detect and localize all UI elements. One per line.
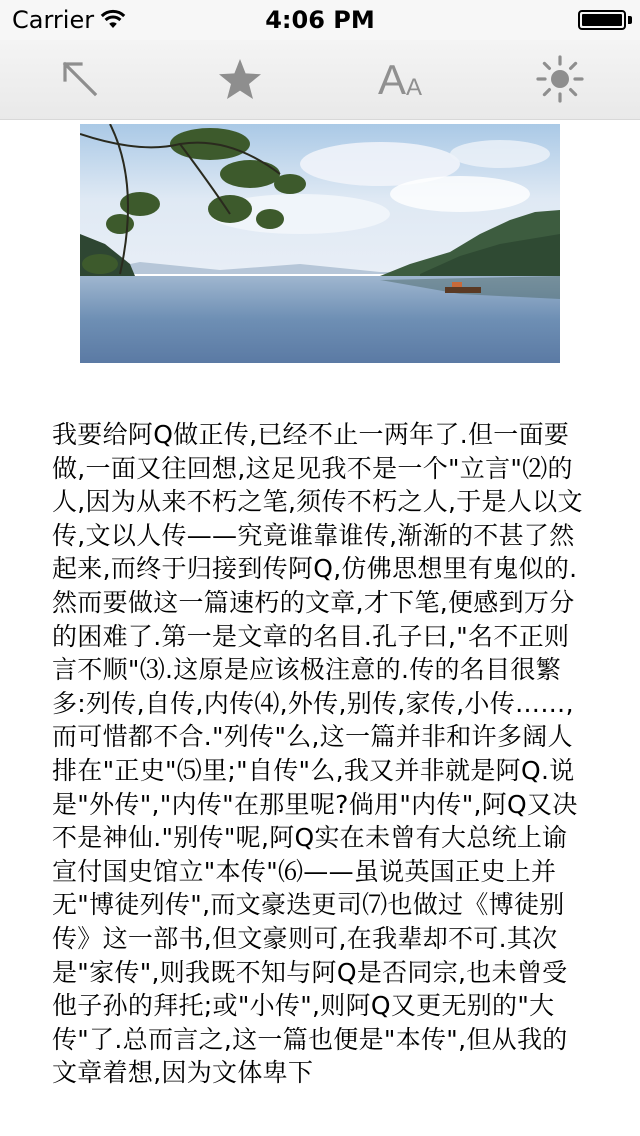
font-icon-small-letter: A: [406, 74, 423, 101]
article-paragraph: 我要给阿Q做正传,已经不止一两年了.但一面要做,一面又往回想,这足见我不是一个"立言"⑵的人,因为从来不朽之笔,须传不朽之人,于是人以文传,文以人传——究竟谁靠谁传,渐渐的不甚了然起来,而终于归接到传阿Q,仿佛思想里有鬼似的.: [52, 420, 583, 584]
font-size-icon[interactable]: [378, 58, 428, 102]
article-body: [52, 418, 592, 1136]
article-paragraph: 然而要做这一篇速朽的文章,才下笔,便感到万分的困难了.第一是文章的名目.孔子曰,"名不正则言不顺"⑶.这原是应该极注意的.传的名目很繁多:列传,自传,内传⑷,外传,别传,家传,小传……,而可惜都不合."列传"么,这一篇并非和许多阔人排在"正史"⑸里;"自传"么,我又并非就是阿Q.说是"外传","内传"在那里呢?倘用"内传",阿Q又决不是神仙."别传"呢,阿Q实在未曾有大总统上谕宣付国史馆立"本传"⑹——虽说英国正史上并无"博徒列传",而文豪迭更司⑺也做过《博徒别传》这一部书,但文豪则可,在我辈却不可.其次是"家传",则我既不知与阿Q是否同宗,也未曾受他子孙的拜托;或"小传",则阿Q又更无别的"大传"了.总而言之,这一篇也便是"本传",但从我的文章着想,因为文体卑下: [52, 587, 578, 1088]
reader-toolbar: [0, 40, 640, 120]
arrow-up-left-icon[interactable]: [55, 54, 105, 104]
battery-cap: [628, 16, 632, 24]
battery-fill: [582, 14, 622, 26]
status-bar: [0, 0, 640, 40]
battery-icon: [578, 10, 626, 30]
lake-landscape-image: [80, 124, 560, 363]
star-icon[interactable]: [215, 54, 265, 104]
status-time: 4:06 PM: [265, 6, 375, 34]
font-icon-big-letter: A: [378, 56, 407, 103]
brightness-icon[interactable]: [535, 54, 585, 104]
carrier-label: Carrier: [12, 6, 95, 34]
